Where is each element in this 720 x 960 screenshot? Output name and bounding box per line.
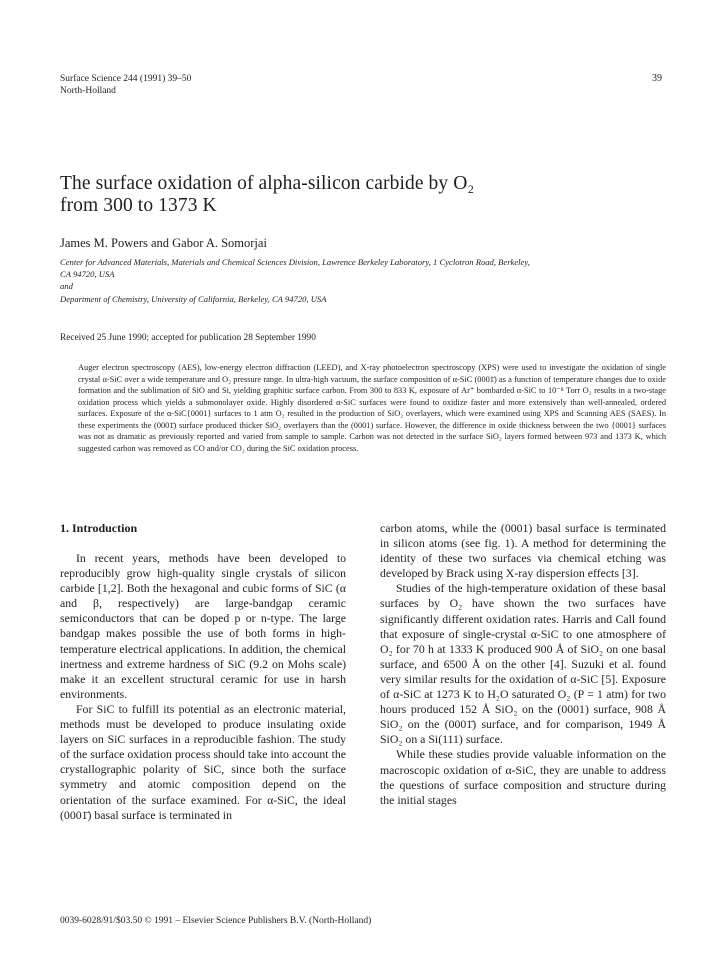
body-column-right (380, 521, 666, 808)
body-paragraph: For SiC to fulfill its potential as an electronic material, methods must be developed to produce insulating oxide layers on SiC surfaces in a reproducible fashion. The study of the surface oxidation process should take into account the crystallographic polarity of SiC, since both the surface symmetry and atomic composition depend on the orientation of the surface examined. For α-SiC, the ideal (0001̄) basal surface is terminated in (60, 701, 346, 822)
page-number: 39 (652, 73, 662, 84)
journal-citation: Surface Science 244 (1991) 39–50 (60, 74, 192, 84)
body-paragraph: Studies of the high-temperature oxidation of these basal surfaces by O₂ have shown the two surfaces have significantly different oxidation rates. Harris and Call found that exposure of single-crystal α-SiC to one atmosphere of O₂ for 70 h at 1333 K produced 900 Å of SiO₂ on one basal surface, and 6500 Å on the other [4]. Suzuki et al. found very similar results for the oxidation of α-SiC [5]. Exposure of α-SiC at 1273 K to H₂O saturated O₂ (P = 1 atm) for two hours produced 152 Å SiO₂ on the (0001) surface, 908 Å SiO₂ on the (0001̄) surface, and for comparison, 1949 Å SiO₂ on a Si(111) surface. (380, 581, 666, 747)
affiliation-conjunction: and (60, 281, 73, 292)
section-heading: 1. Introduction (60, 521, 138, 535)
author-list: James M. Powers and Gabor A. Somorjai (60, 236, 267, 250)
affiliations (60, 256, 665, 305)
affiliation-1: Center for Advanced Materials, Materials and Chemical Sciences Division, Lawrence Berkeley Laboratory, 1 Cyclotron Road, Berkeley, (60, 257, 530, 267)
affiliation-2: Department of Chemistry, University of California, Berkeley, CA 94720, USA (60, 293, 327, 304)
title-line-1: The surface oxidation of alpha-silicon carbide by O₂ (60, 173, 475, 194)
paper-title (60, 173, 660, 217)
publisher-name: North-Holland (60, 86, 116, 96)
abstract-text: Auger electron spectroscopy (AES), low-energy electron diffraction (LEED), and X-ray photoelectron spectroscopy (XPS) were used to investigate the oxidation of single crystal α-SiC over a wide temperature and O₂ pressure range. In ultra-high vacuum, the surface composition of α-SiC (0001̄) as a function of temperature changes due to oxide formation and the sublimation of SiO and Si, yielding graphitic surface carbon. From 300 to 833 K, exposure of Ar⁺ bombarded α-SiC to 10⁻⁸ Torr O₂ results in a two-stage oxidation process which yields a submonolayer oxide. Highly disordered α-SiC surfaces were found to oxidize faster and more extensively than well-annealed, ordered surfaces. Exposure of the α-SiC{0001} surfaces to 1 atm O₂ resulted in the production of SiO₂ overlayers, which were examined using XPS and Scanning AES (SAES). In these experiments the (0001̄) surface produced thicker SiO₂ overlayers than the (0001) surface. However, the difference in oxide thickness between the two {0001} surfaces was not as dramatic as previously reported and varied from sample to sample. Carbon was not detected in the surface SiO₂ layers formed between 973 and 1373 K, which suggested carbon was removed as CO and/or CO₂ during the SiC oxidation process. (78, 363, 666, 453)
received-dates: Received 25 June 1990; accepted for publication 28 September 1990 (60, 333, 316, 343)
affiliation-1-address: CA 94720, USA (60, 269, 115, 280)
body-column-left (60, 521, 346, 823)
body-paragraph: In recent years, methods have been developed to reproducibly grow high-quality single crystals of silicon carbide [1,2]. Both the hexagonal and cubic forms of SiC (α and β, respectively) are large-bandgap ceramic semiconductors that can be doped p or n-type. The large bandgap makes possible the use of both forms in high-temperature electrical applications. In addition, the chemical inertness and extreme hardness of SiC (9.2 on Mohs scale) make it an excellent structural ceramic for use in harsh environments. (60, 551, 346, 701)
body-paragraph: carbon atoms, while the (0001) basal surface is terminated in silicon atoms (see fig. 1). A method for determining the identity of these two surfaces via chemical etching was developed by Brack using X-ray dispersion effects [3]. (380, 521, 666, 581)
body-paragraph: While these studies provide valuable information on the macroscopic oxidation of α-SiC, they are unable to address the questions of surface composition and structure during the initial stages (380, 747, 666, 807)
copyright-footer: 0039-6028/91/$03.50 © 1991 – Elsevier Science Publishers B.V. (North-Holland) (60, 916, 372, 926)
title-line-2: from 300 to 1373 K (60, 195, 217, 216)
